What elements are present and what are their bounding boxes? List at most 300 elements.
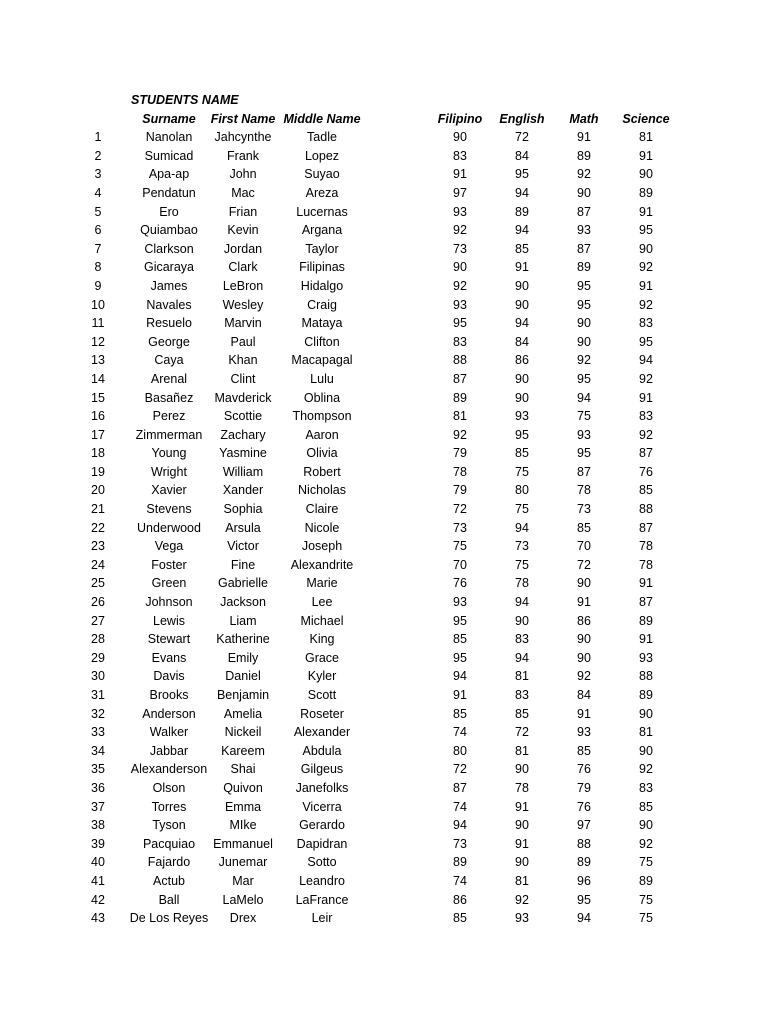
middle-name-cell: Nicole xyxy=(304,520,340,535)
table-row xyxy=(0,426,768,445)
row-number: 3 xyxy=(94,167,102,182)
english-score-cell: 90 xyxy=(515,613,529,628)
science-score-cell: 87 xyxy=(639,520,653,535)
row-number: 25 xyxy=(91,576,105,591)
science-score-cell: 89 xyxy=(639,873,653,888)
filipino-score-cell: 86 xyxy=(453,892,467,907)
math-score-cell: 85 xyxy=(577,520,591,535)
science-score-cell: 90 xyxy=(639,706,653,721)
sheet-title: STUDENTS NAME xyxy=(131,93,239,107)
first-name-cell: Emily xyxy=(227,650,259,665)
surname-cell: Xavier xyxy=(151,483,187,498)
science-score-cell: 76 xyxy=(639,464,653,479)
table-row xyxy=(0,258,768,277)
math-score-cell: 79 xyxy=(577,780,591,795)
header-english: English xyxy=(499,111,545,126)
math-score-cell: 92 xyxy=(577,167,591,182)
row-number: 15 xyxy=(91,390,105,405)
first-name-cell: Frank xyxy=(227,148,259,163)
english-score-cell: 90 xyxy=(515,371,529,386)
table-row xyxy=(0,407,768,426)
math-score-cell: 70 xyxy=(577,539,591,554)
science-score-cell: 75 xyxy=(639,855,653,870)
surname-cell: Gicaraya xyxy=(143,260,195,275)
middle-name-cell: Grace xyxy=(304,650,340,665)
first-name-cell: William xyxy=(222,464,264,479)
title-row xyxy=(0,91,768,110)
filipino-score-cell: 87 xyxy=(453,780,467,795)
table-row xyxy=(0,314,768,333)
surname-cell: Pacquiao xyxy=(142,836,196,851)
first-name-cell: Arsula xyxy=(225,520,261,535)
middle-name-cell: Macapagal xyxy=(291,353,353,368)
surname-cell: Navales xyxy=(146,297,192,312)
english-score-cell: 92 xyxy=(515,892,529,907)
row-number: 41 xyxy=(91,873,105,888)
filipino-score-cell: 91 xyxy=(453,167,467,182)
surname-cell: Johnson xyxy=(145,595,193,610)
math-score-cell: 93 xyxy=(577,427,591,442)
filipino-score-cell: 87 xyxy=(453,371,467,386)
science-score-cell: 91 xyxy=(639,576,653,591)
row-number: 4 xyxy=(94,185,102,200)
filipino-score-cell: 74 xyxy=(453,799,467,814)
first-name-cell: MIke xyxy=(229,818,257,833)
filipino-score-cell: 73 xyxy=(453,241,467,256)
first-name-cell: Sophia xyxy=(223,502,263,517)
table-row xyxy=(0,705,768,724)
row-number: 22 xyxy=(91,520,105,535)
first-name-cell: Kevin xyxy=(227,223,259,238)
science-score-cell: 87 xyxy=(639,595,653,610)
science-score-cell: 91 xyxy=(639,632,653,647)
math-score-cell: 90 xyxy=(577,185,591,200)
row-number: 23 xyxy=(91,539,105,554)
first-name-cell: John xyxy=(229,167,257,182)
math-score-cell: 86 xyxy=(577,613,591,628)
first-name-cell: LeBron xyxy=(222,278,264,293)
row-number: 8 xyxy=(94,260,102,275)
middle-name-cell: Aaron xyxy=(305,427,339,442)
filipino-score-cell: 90 xyxy=(453,130,467,145)
table-row xyxy=(0,184,768,203)
row-number: 10 xyxy=(91,297,105,312)
science-score-cell: 91 xyxy=(639,204,653,219)
header-surname: Surname xyxy=(142,111,196,126)
english-score-cell: 85 xyxy=(515,446,529,461)
science-score-cell: 78 xyxy=(639,539,653,554)
middle-name-cell: Suyao xyxy=(304,167,340,182)
first-name-cell: Khan xyxy=(228,353,258,368)
table-row xyxy=(0,612,768,631)
middle-name-cell: Sotto xyxy=(307,855,337,870)
english-score-cell: 95 xyxy=(515,427,529,442)
first-name-cell: Benjamin xyxy=(216,688,270,702)
first-name-cell: Nickeil xyxy=(224,725,262,740)
surname-cell: De Los Reyes xyxy=(129,911,209,926)
middle-name-cell: Mataya xyxy=(301,316,343,331)
math-score-cell: 91 xyxy=(577,595,591,610)
row-number: 7 xyxy=(94,241,102,256)
middle-name-cell: Thompson xyxy=(292,409,352,424)
math-score-cell: 95 xyxy=(577,278,591,293)
first-name-cell: Emma xyxy=(224,799,262,814)
table-row xyxy=(0,333,768,352)
table-row xyxy=(0,891,768,910)
surname-cell: Lewis xyxy=(153,613,185,628)
row-number: 21 xyxy=(91,502,105,517)
middle-name-cell: Alexandrite xyxy=(290,557,354,572)
first-name-cell: Clark xyxy=(228,260,258,275)
surname-cell: Quiambao xyxy=(140,223,198,238)
row-number: 39 xyxy=(91,836,105,851)
first-name-cell: Fine xyxy=(230,557,256,572)
first-name-cell: Mar xyxy=(232,873,254,888)
english-score-cell: 90 xyxy=(515,278,529,293)
middle-name-cell: Nicholas xyxy=(298,483,346,498)
row-number: 14 xyxy=(91,371,105,386)
science-score-cell: 90 xyxy=(639,743,653,758)
surname-cell: Ero xyxy=(159,204,179,219)
middle-name-cell: Dapidran xyxy=(296,836,348,851)
filipino-score-cell: 92 xyxy=(453,223,467,238)
first-name-cell: Drex xyxy=(229,911,257,926)
math-score-cell: 76 xyxy=(577,762,591,777)
english-score-cell: 84 xyxy=(515,148,529,163)
filipino-score-cell: 79 xyxy=(453,483,467,498)
header-middle-name: Middle Name xyxy=(283,111,361,126)
math-score-cell: 95 xyxy=(577,371,591,386)
math-score-cell: 92 xyxy=(577,669,591,684)
first-name-cell: Jordan xyxy=(223,241,263,256)
header-math: Math xyxy=(569,111,599,126)
science-score-cell: 75 xyxy=(639,892,653,907)
middle-name-cell: Marie xyxy=(306,576,338,591)
science-score-cell: 95 xyxy=(639,223,653,238)
english-score-cell: 73 xyxy=(515,539,529,554)
surname-cell: Apa-ap xyxy=(148,167,190,182)
surname-cell: Ball xyxy=(158,892,180,907)
math-score-cell: 87 xyxy=(577,241,591,256)
student-grades-sheet xyxy=(0,91,768,928)
table-row xyxy=(0,463,768,482)
table-row xyxy=(0,723,768,742)
surname-cell: Wright xyxy=(151,464,187,479)
english-score-cell: 91 xyxy=(515,799,529,814)
table-row xyxy=(0,835,768,854)
english-score-cell: 91 xyxy=(515,836,529,851)
middle-name-cell: Gilgeus xyxy=(300,762,344,777)
first-name-cell: Mac xyxy=(231,185,255,200)
math-score-cell: 96 xyxy=(577,873,591,888)
english-score-cell: 81 xyxy=(515,669,529,684)
english-score-cell: 93 xyxy=(515,409,529,424)
table-row xyxy=(0,147,768,166)
table-row xyxy=(0,500,768,519)
middle-name-cell: Robert xyxy=(303,464,341,479)
filipino-score-cell: 91 xyxy=(453,688,467,702)
math-score-cell: 95 xyxy=(577,297,591,312)
surname-cell: Caya xyxy=(154,353,184,368)
filipino-score-cell: 92 xyxy=(453,278,467,293)
math-score-cell: 91 xyxy=(577,130,591,145)
filipino-score-cell: 85 xyxy=(453,911,467,926)
row-number: 12 xyxy=(91,334,105,349)
surname-cell: Evans xyxy=(151,650,187,665)
english-score-cell: 75 xyxy=(515,502,529,517)
math-score-cell: 87 xyxy=(577,464,591,479)
english-score-cell: 86 xyxy=(515,353,529,368)
first-name-cell: Zachary xyxy=(220,427,266,442)
table-row xyxy=(0,277,768,296)
middle-name-cell: Alexander xyxy=(293,725,351,740)
table-row xyxy=(0,221,768,240)
first-name-cell: Frian xyxy=(228,204,258,219)
english-score-cell: 80 xyxy=(515,483,529,498)
english-score-cell: 81 xyxy=(515,873,529,888)
surname-cell: Young xyxy=(151,446,187,461)
middle-name-cell: Craig xyxy=(307,297,337,312)
english-score-cell: 83 xyxy=(515,632,529,647)
middle-name-cell: Lee xyxy=(311,595,333,610)
surname-cell: Resuelo xyxy=(146,316,192,331)
first-name-cell: Kareem xyxy=(221,743,265,758)
math-score-cell: 88 xyxy=(577,836,591,851)
table-row xyxy=(0,240,768,259)
row-number: 28 xyxy=(91,632,105,647)
surname-cell: Perez xyxy=(152,409,186,424)
science-score-cell: 83 xyxy=(639,409,653,424)
science-score-cell: 81 xyxy=(639,130,653,145)
science-score-cell: 91 xyxy=(639,148,653,163)
english-score-cell: 84 xyxy=(515,334,529,349)
filipino-score-cell: 92 xyxy=(453,427,467,442)
surname-cell: Davis xyxy=(153,669,185,684)
first-name-cell: Junemar xyxy=(218,855,268,870)
filipino-score-cell: 72 xyxy=(453,502,467,517)
science-score-cell: 85 xyxy=(639,483,653,498)
filipino-score-cell: 95 xyxy=(453,650,467,665)
science-score-cell: 92 xyxy=(639,297,653,312)
filipino-score-cell: 94 xyxy=(453,818,467,833)
filipino-score-cell: 83 xyxy=(453,334,467,349)
english-score-cell: 90 xyxy=(515,762,529,777)
math-score-cell: 75 xyxy=(577,409,591,424)
middle-name-cell: Leandro xyxy=(299,873,345,888)
first-name-cell: LaMelo xyxy=(222,892,264,907)
science-score-cell: 78 xyxy=(639,557,653,572)
table-row xyxy=(0,742,768,761)
filipino-score-cell: 95 xyxy=(453,316,467,331)
math-score-cell: 97 xyxy=(577,818,591,833)
english-score-cell: 83 xyxy=(515,688,529,702)
math-score-cell: 76 xyxy=(577,799,591,814)
math-score-cell: 90 xyxy=(577,650,591,665)
middle-name-cell: King xyxy=(309,632,335,647)
middle-name-cell: Janefolks xyxy=(295,780,349,795)
surname-cell: Stewart xyxy=(147,632,191,647)
first-name-cell: Emmanuel xyxy=(213,836,273,851)
filipino-score-cell: 94 xyxy=(453,669,467,684)
filipino-score-cell: 85 xyxy=(453,632,467,647)
science-score-cell: 83 xyxy=(639,316,653,331)
filipino-score-cell: 88 xyxy=(453,353,467,368)
row-number: 1 xyxy=(94,130,102,145)
english-score-cell: 90 xyxy=(515,390,529,405)
first-name-cell: Jahcynthe xyxy=(214,130,272,145)
table-row xyxy=(0,556,768,575)
row-number: 27 xyxy=(91,613,105,628)
math-score-cell: 72 xyxy=(577,557,591,572)
middle-name-cell: Tadle xyxy=(307,130,337,145)
row-number: 40 xyxy=(91,855,105,870)
surname-cell: Fajardo xyxy=(147,855,191,870)
first-name-cell: Amelia xyxy=(223,706,263,721)
english-score-cell: 94 xyxy=(515,595,529,610)
table-row xyxy=(0,574,768,593)
middle-name-cell: Oblina xyxy=(303,390,341,405)
table-row xyxy=(0,481,768,500)
filipino-score-cell: 81 xyxy=(453,409,467,424)
first-name-cell: Marvin xyxy=(224,316,262,331)
first-name-cell: Xander xyxy=(222,483,264,498)
row-number: 5 xyxy=(94,204,102,219)
filipino-score-cell: 80 xyxy=(453,743,467,758)
filipino-score-cell: 73 xyxy=(453,836,467,851)
table-row xyxy=(0,816,768,835)
surname-cell: Tyson xyxy=(152,818,186,833)
math-score-cell: 73 xyxy=(577,502,591,517)
row-number: 43 xyxy=(91,911,105,926)
filipino-score-cell: 95 xyxy=(453,613,467,628)
english-score-cell: 94 xyxy=(515,316,529,331)
science-score-cell: 88 xyxy=(639,502,653,517)
math-score-cell: 84 xyxy=(577,688,591,702)
science-score-cell: 92 xyxy=(639,427,653,442)
science-score-cell: 95 xyxy=(639,334,653,349)
filipino-score-cell: 90 xyxy=(453,260,467,275)
row-number: 6 xyxy=(94,223,102,238)
middle-name-cell: Argana xyxy=(301,223,343,238)
surname-cell: Arenal xyxy=(150,371,188,386)
surname-cell: Alexanderson xyxy=(130,762,208,777)
science-score-cell: 90 xyxy=(639,167,653,182)
surname-cell: Pendatun xyxy=(142,185,196,200)
middle-name-cell: Kyler xyxy=(307,669,337,684)
row-number: 24 xyxy=(91,557,105,572)
first-name-cell: Liam xyxy=(229,613,257,628)
math-score-cell: 92 xyxy=(577,353,591,368)
middle-name-cell: Hidalgo xyxy=(300,278,344,293)
filipino-score-cell: 76 xyxy=(453,576,467,591)
filipino-score-cell: 70 xyxy=(453,557,467,572)
filipino-score-cell: 75 xyxy=(453,539,467,554)
math-score-cell: 87 xyxy=(577,204,591,219)
header-filipino: Filipino xyxy=(437,111,483,126)
middle-name-cell: Taylor xyxy=(305,241,339,256)
surname-cell: James xyxy=(150,278,188,293)
math-score-cell: 89 xyxy=(577,855,591,870)
math-score-cell: 90 xyxy=(577,334,591,349)
middle-name-cell: Areza xyxy=(305,185,339,200)
math-score-cell: 94 xyxy=(577,911,591,926)
science-score-cell: 87 xyxy=(639,446,653,461)
table-row xyxy=(0,165,768,184)
filipino-score-cell: 74 xyxy=(453,873,467,888)
english-score-cell: 94 xyxy=(515,520,529,535)
math-score-cell: 78 xyxy=(577,483,591,498)
first-name-cell: Wesley xyxy=(222,297,264,312)
math-score-cell: 90 xyxy=(577,316,591,331)
table-row xyxy=(0,649,768,668)
english-score-cell: 90 xyxy=(515,297,529,312)
table-row xyxy=(0,444,768,463)
middle-name-cell: Olivia xyxy=(306,446,338,461)
science-score-cell: 85 xyxy=(639,799,653,814)
english-score-cell: 90 xyxy=(515,855,529,870)
row-number: 33 xyxy=(91,725,105,740)
english-score-cell: 85 xyxy=(515,241,529,256)
science-score-cell: 75 xyxy=(639,911,653,926)
science-score-cell: 88 xyxy=(639,669,653,684)
first-name-cell: Yasmine xyxy=(219,446,267,461)
middle-name-cell: Lucernas xyxy=(296,204,348,219)
table-row xyxy=(0,351,768,370)
middle-name-cell: Vicerra xyxy=(302,799,342,814)
header-first-name: First Name xyxy=(210,111,276,126)
filipino-score-cell: 74 xyxy=(453,725,467,740)
math-score-cell: 89 xyxy=(577,260,591,275)
first-name-cell: Victor xyxy=(227,539,259,554)
surname-cell: Green xyxy=(151,576,187,591)
filipino-score-cell: 73 xyxy=(453,520,467,535)
math-score-cell: 89 xyxy=(577,148,591,163)
first-name-cell: Clint xyxy=(230,371,256,386)
row-number: 11 xyxy=(91,316,105,331)
surname-cell: Zimmerman xyxy=(135,427,203,442)
table-row xyxy=(0,519,768,538)
row-number: 18 xyxy=(91,446,105,461)
surname-cell: Basañez xyxy=(144,390,194,405)
science-score-cell: 92 xyxy=(639,371,653,386)
english-score-cell: 94 xyxy=(515,185,529,200)
science-score-cell: 92 xyxy=(639,260,653,275)
science-score-cell: 93 xyxy=(639,650,653,665)
science-score-cell: 89 xyxy=(639,613,653,628)
first-name-cell: Jackson xyxy=(220,595,266,610)
middle-name-cell: Joseph xyxy=(301,539,343,554)
row-number: 34 xyxy=(91,743,105,758)
first-name-cell: Daniel xyxy=(225,669,261,684)
table-row xyxy=(0,593,768,612)
science-score-cell: 92 xyxy=(639,836,653,851)
surname-cell: Brooks xyxy=(149,688,189,702)
science-score-cell: 91 xyxy=(639,390,653,405)
surname-cell: Sumicad xyxy=(144,148,194,163)
middle-name-cell: Michael xyxy=(300,613,344,628)
surname-cell: Actub xyxy=(153,873,185,888)
filipino-score-cell: 93 xyxy=(453,204,467,219)
math-score-cell: 93 xyxy=(577,725,591,740)
row-number: 36 xyxy=(91,780,105,795)
math-score-cell: 85 xyxy=(577,743,591,758)
middle-name-cell: Roseter xyxy=(300,706,344,721)
table-row xyxy=(0,203,768,222)
first-name-cell: Katherine xyxy=(216,632,270,647)
table-row xyxy=(0,128,768,147)
english-score-cell: 72 xyxy=(515,130,529,145)
english-score-cell: 85 xyxy=(515,706,529,721)
